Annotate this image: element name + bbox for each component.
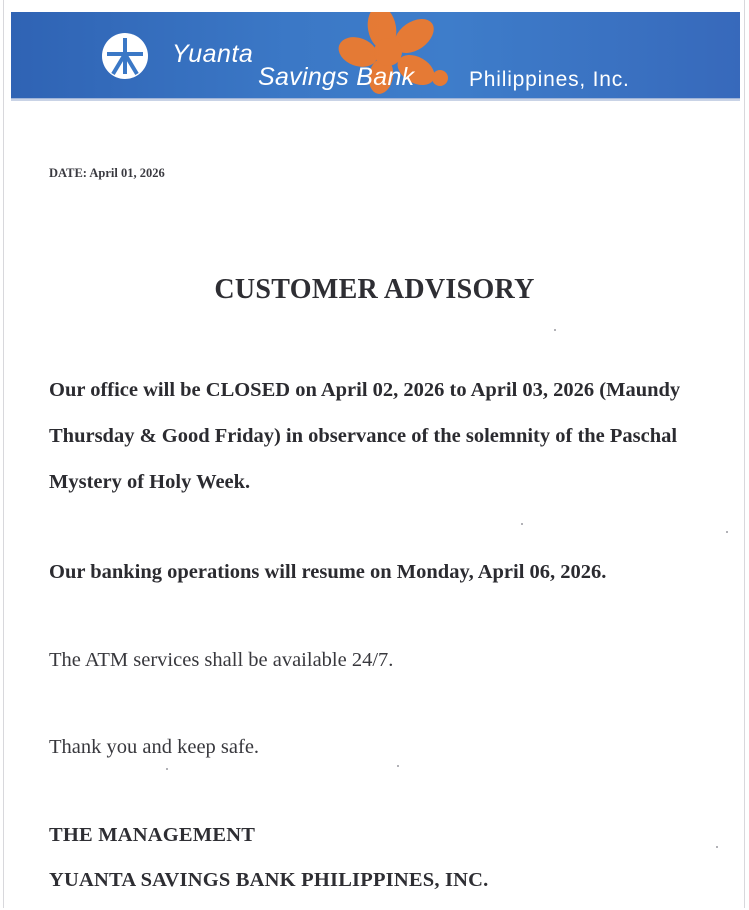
advisory-date: DATE: April 01, 2026 [49, 166, 165, 180]
scan-speck [726, 531, 728, 533]
scan-speck [716, 846, 718, 848]
signature-management: THE MANAGEMENT [49, 824, 256, 846]
closure-notice: Our office will be CLOSED on April 02, 2026 to April 03, 2026 (Maundy Thursday & Good Friday) in observance of the solemnity of the Paschal Mystery of Holy Week. [49, 379, 681, 493]
brand-name-savings-bank: Savings Bank [258, 63, 415, 91]
advisory-title: CUSTOMER ADVISORY [214, 274, 535, 305]
letterhead-banner [11, 12, 740, 98]
brand-name-yuanta: Yuanta [172, 40, 254, 68]
banner-divider [11, 99, 740, 101]
yuanta-logo-icon [101, 32, 149, 80]
signature-company: YUANTA SAVINGS BANK PHILIPPINES, INC. [49, 869, 489, 891]
atm-notice: The ATM services shall be available 24/7. [49, 649, 394, 671]
scan-speck [397, 765, 399, 767]
resume-notice: Our banking operations will resume on Monday, April 06, 2026. [49, 561, 607, 583]
scan-speck [521, 523, 523, 525]
scan-speck [554, 329, 556, 331]
closing-line: Thank you and keep safe. [49, 736, 260, 758]
scan-speck [166, 768, 168, 770]
brand-suffix: Philippines, Inc. [469, 68, 630, 91]
